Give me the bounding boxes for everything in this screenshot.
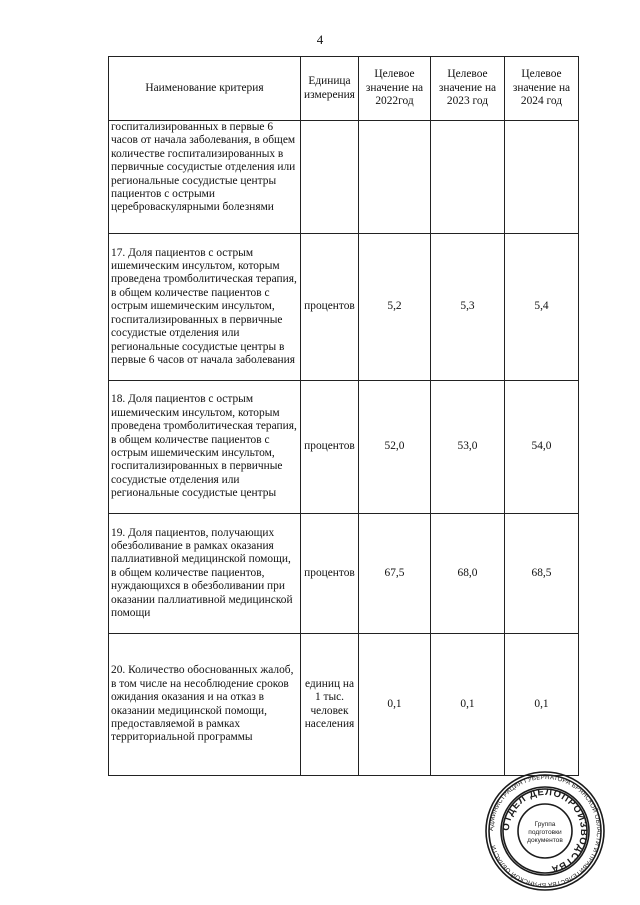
seal-outer-text: АДМИНИСТРАЦИЯ ГУБЕРНАТОРА БРЯНСКОЙ ОБЛАСТИ И ПРАВИТЕЛЬСТВА БРЯНСКОЙ ОБЛАСТИ (487, 773, 603, 889)
value-2024 (505, 121, 579, 234)
seal-center-line: Группа (534, 821, 556, 828)
value-2024: 54,0 (505, 381, 579, 514)
value-2022: 52,0 (359, 381, 431, 514)
table-header-row (109, 57, 579, 121)
table-row (109, 234, 579, 381)
header-unit: Единица измерения (301, 57, 359, 121)
criterion-name: госпитализированных в первые 6 часов от начала заболевания, в общем количестве госпитализированных в первичные сосудистые отделения или региональные сосудистые центры пациентов с острыми цереброваскулярными болезнями (109, 121, 301, 234)
value-2022: 5,2 (359, 234, 431, 381)
value-2023: 68,0 (431, 514, 505, 634)
criterion-unit: процентов (301, 381, 359, 514)
seal-center-line: подготовки (528, 829, 562, 836)
seal-center-line: документов (527, 837, 563, 844)
criterion-unit (301, 121, 359, 234)
value-2024: 5,4 (505, 234, 579, 381)
header-2024: Целевое значение на 2024 год (505, 57, 579, 121)
seal-ring-text: ОТДЕЛ ДЕЛОПРОИЗВОДСТВА (500, 786, 590, 875)
header-2022: Целевое значение на 2022год (359, 57, 431, 121)
criterion-name: 19. Доля пациентов, получающих обезболивание в рамках оказания паллиативной медицинской помощи, в общем количестве пациентов, нуждающихся в обезболивании при оказании паллиативной медицинской помощи (109, 514, 301, 634)
official-seal (484, 770, 606, 892)
criterion-unit: процентов (301, 514, 359, 634)
criteria-table (108, 56, 579, 776)
table-row (109, 121, 579, 234)
value-2023: 53,0 (431, 381, 505, 514)
value-2023: 0,1 (431, 634, 505, 776)
criterion-name: 17. Доля пациентов с острым ишемическим инсультом, которым проведена тромболитическая терапия, в общем количестве пациентов с острым ишемическим инсультом, госпитализированных в первичные сосудистые отделения или региональные сосудистые центры в первые 6 часов от начала заболевания (109, 234, 301, 381)
value-2022 (359, 121, 431, 234)
value-2022: 0,1 (359, 634, 431, 776)
value-2024: 0,1 (505, 634, 579, 776)
table-row (109, 514, 579, 634)
header-criterion: Наименование критерия (109, 57, 301, 121)
value-2022: 67,5 (359, 514, 431, 634)
header-2023: Целевое значение на 2023 год (431, 57, 505, 121)
value-2024: 68,5 (505, 514, 579, 634)
value-2023 (431, 121, 505, 234)
seal-stamp-icon (484, 770, 606, 892)
criterion-name: 20. Количество обоснованных жалоб, в том числе на несоблюдение сроков ожидания оказания и на отказ в оказании медицинской помощи, предоставляемой в рамках территориальной программы (109, 634, 301, 776)
criterion-unit: процентов (301, 234, 359, 381)
table-row (109, 381, 579, 514)
criterion-unit: единиц на 1 тыс. человек населения (301, 634, 359, 776)
criterion-name: 18. Доля пациентов с острым ишемическим инсультом, которым проведена тромболитическая терапия, в общем количестве пациентов с острым ишемическим инсультом, госпитализированных в первичные сосудистые отделения или региональные сосудистые центры (109, 381, 301, 514)
page-number: 4 (316, 32, 324, 47)
table-row (109, 634, 579, 776)
value-2023: 5,3 (431, 234, 505, 381)
